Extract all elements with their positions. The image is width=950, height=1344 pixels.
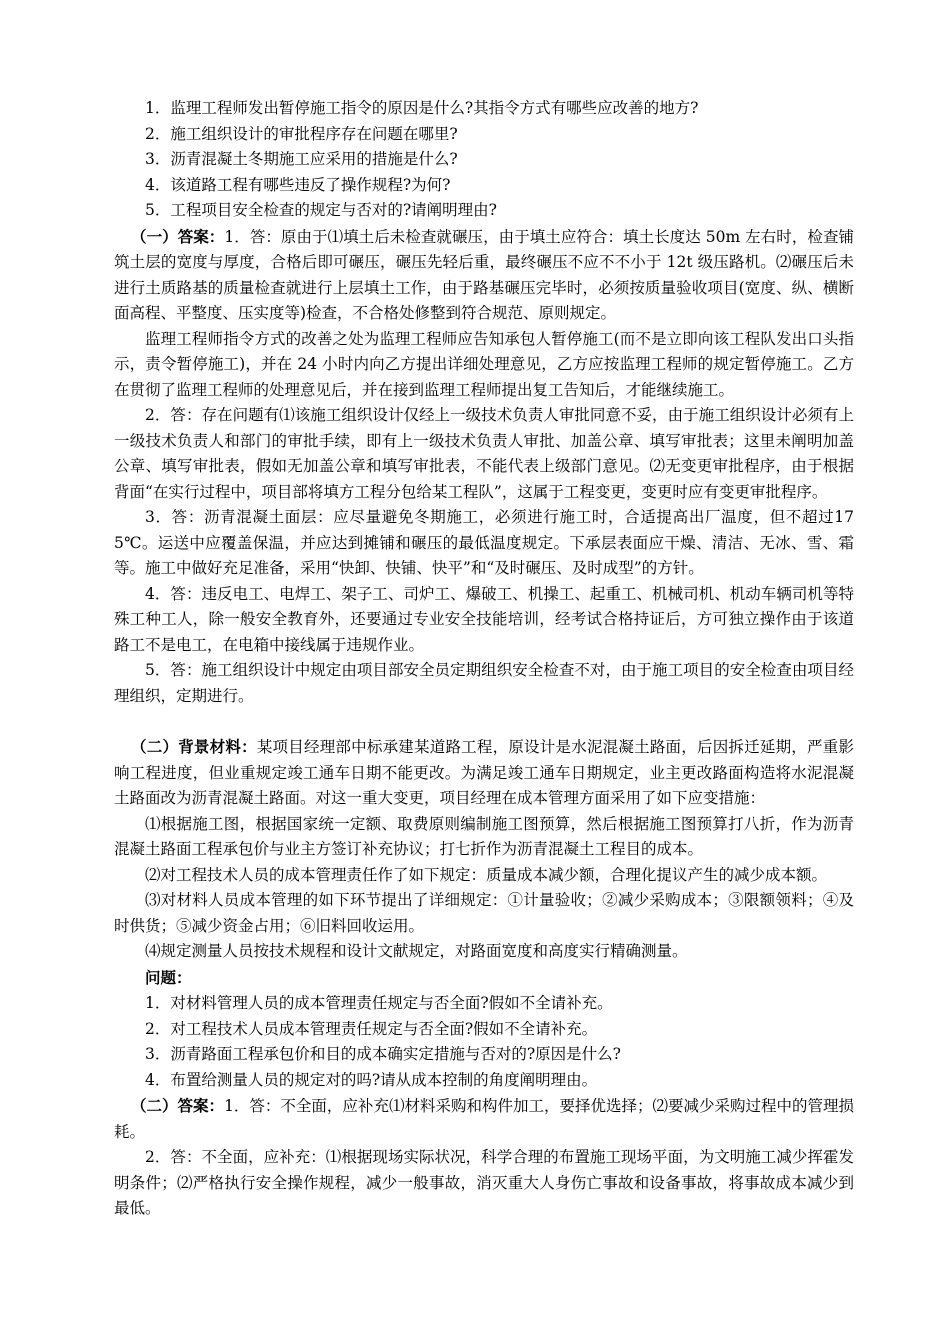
background-label: （二）背景材料：	[131, 737, 257, 756]
question-1-5: 5．工程项目安全检查的规定与否对的?请阐明理由?	[145, 201, 497, 219]
measure-3: ⑶对材料人员成本管理的如下环节提出了详细规定：①计量验收；②减少采购成本；③限额领料；④及时供货；⑤减少资金占用；⑥旧料回收运用。	[114, 891, 854, 935]
question-2-2: 2．对工程技术人员成本管理责任规定与否全面?假如不全请补充。	[145, 1019, 598, 1038]
section-gap	[114, 709, 854, 734]
answer-1-label: （一）答案：	[131, 226, 225, 246]
answer-1-para-3: 2．答：存在问题有⑴该施工组织设计仅经上一级技术负责人审批同意不妥，由于施工组织设计必须有上一级技术负责人和部门的审批手续，即有上一级技术负责人审批、加盖公章、填写审批表；这里未阐明加盖公章、填写审批表，假如无加盖公章和填写审批表，不能代表上级部门意见。⑵无变更审批程序，由于根据背面“在实行过程中，项目部将填方工程分包给某工程队”，这属于工程变更，变更时应有变更审批程序。	[114, 406, 854, 501]
answer-1-paragraph	[114, 224, 854, 327]
answer-1-para-6: 5．答：施工组织设计中规定由项目部安全员定期组织安全检查不对，由于施工项目的安全检查由项目经理组织，定期进行。	[114, 661, 854, 705]
answer-2-para-2: 2．答：不全面，应补充：⑴根据现场实际状况，科学合理的布置施工现场平面，为文明施工减少挥霍发明条件；⑵严格执行安全操作规程，减少一般事故，消灭重大人身伤亡事故和设备事故，将事故成本减少到最低。	[114, 1148, 854, 1217]
answer-1-text: 1．答：原由于⑴填土后未检查就碾压，由于填土应符合：填土长度达 50m 左右时，检查铺筑土层的宽度与厚度，合格后即可碾压，碾压先轻后重，最终碾压不应不不小于 12t 级压路机。⑵碾压后未进行土质路基的质量检查就进行上层填土工作，由于路基碾压完毕时，必须按质量验收项目(宽度、纵、横断面高程、平整度、压实度等)检查，不合格处修整到符合规范、原则规定。	[114, 227, 854, 322]
answer-1-para-5: 4．答：违反电工、电焊工、架子工、司炉工、爆破工、机操工、起重工、机械司机、机动车辆司机等特殊工种工人，除一般安全教育外，还要通过专业安全技能培训，经考试合格持证后，方可独立操作由于该道路工不是电工，在电箱中接线属于违规作业。	[114, 584, 854, 654]
answer-1-para-4: 3．答：沥青混凝土面层：应尽量避免冬期施工，必须进行施工时，合适提高出厂温度，但不超过175℃。运送中应覆盖保温，并应达到摊铺和碾压的最低温度规定。下承层表面应干燥、清洁、无冰、雪、霜等。施工中做好充足准备，采用“快卸、快铺、快平”和“及时碾压、及时成型”的方针。	[114, 508, 854, 577]
measure-1: ⑴根据施工图，根据国家统一定额、取费原则编制施工图预算，然后根据施工图预算打八折，作为沥青混凝土路面工程承包价与业主方签订补充协议；打七折作为沥青混凝土工程目的成本。	[114, 814, 854, 858]
answer-1-para-2: 监理工程师指令方式的改善之处为监理工程师应告知承包人暂停施工(而不是立即向该工程队发出口头指示，责令暂停施工)，并在 24 小时内向乙方提出详细处理意见，乙方应按监理工程师的规定暂停施工。乙方在贯彻了监理工程师的处理意见后，并在接到监理工程师提出复工告知后，才能继续施工。	[114, 329, 854, 399]
question-1-2: 2．施工组织设计的审批程序存在问题在哪里?	[145, 124, 458, 143]
answer-2-label: （二）答案：	[131, 1096, 225, 1115]
measure-4: ⑷规定测量人员按技术规程和设计文献规定，对路面宽度和高度实行精确测量。	[145, 942, 688, 960]
measure-2: ⑵对工程技术人员的成本管理责任作了如下规定：质量成本减少额，合理化提议产生的减少成本额。	[145, 865, 828, 884]
question-2-1: 1．对材料管理人员的成本管理责任规定与否全面?假如不全请补充。	[145, 994, 613, 1012]
answer-2-paragraph	[114, 1093, 854, 1145]
question-2-3: 3．沥青路面工程承包价和目的成本确实定措施与否对的?原因是什么?	[145, 1045, 621, 1063]
question-1-1: 1．监理工程师发出暂停施工指令的原因是什么?其指令方式有哪些应改善的地方?	[145, 99, 699, 117]
document-content	[114, 96, 854, 1222]
question-1-3: 3．沥青混凝土冬期施工应采用的措施是什么?	[145, 150, 458, 168]
question-1-4: 4．该道路工程有哪些违反了操作规程?为何?	[145, 175, 451, 194]
questions-heading: 问题：	[145, 967, 192, 987]
question-2-4: 4．布置给测量人员的规定对的吗?请从成本控制的角度阐明理由。	[145, 1070, 598, 1089]
background-text: 某项目经理部中标承建某道路工程，原设计是水泥混凝土路面，后因拆迁延期，严重影响工程进度，但业重规定竣工通车日期不能更改。为满足竣工通车日期规定，业主更改路面构造将水泥混凝土路面改为沥青混凝土路面。对这一重大变更，项目经理在成本管理方面采用了如下应变措施：	[114, 738, 854, 807]
background-paragraph	[114, 734, 854, 812]
answer-2-text: 1．答：不全面，应补充⑴材料采购和构件加工，要择优选择；⑵要减少采购过程中的管理损耗。	[114, 1097, 854, 1141]
